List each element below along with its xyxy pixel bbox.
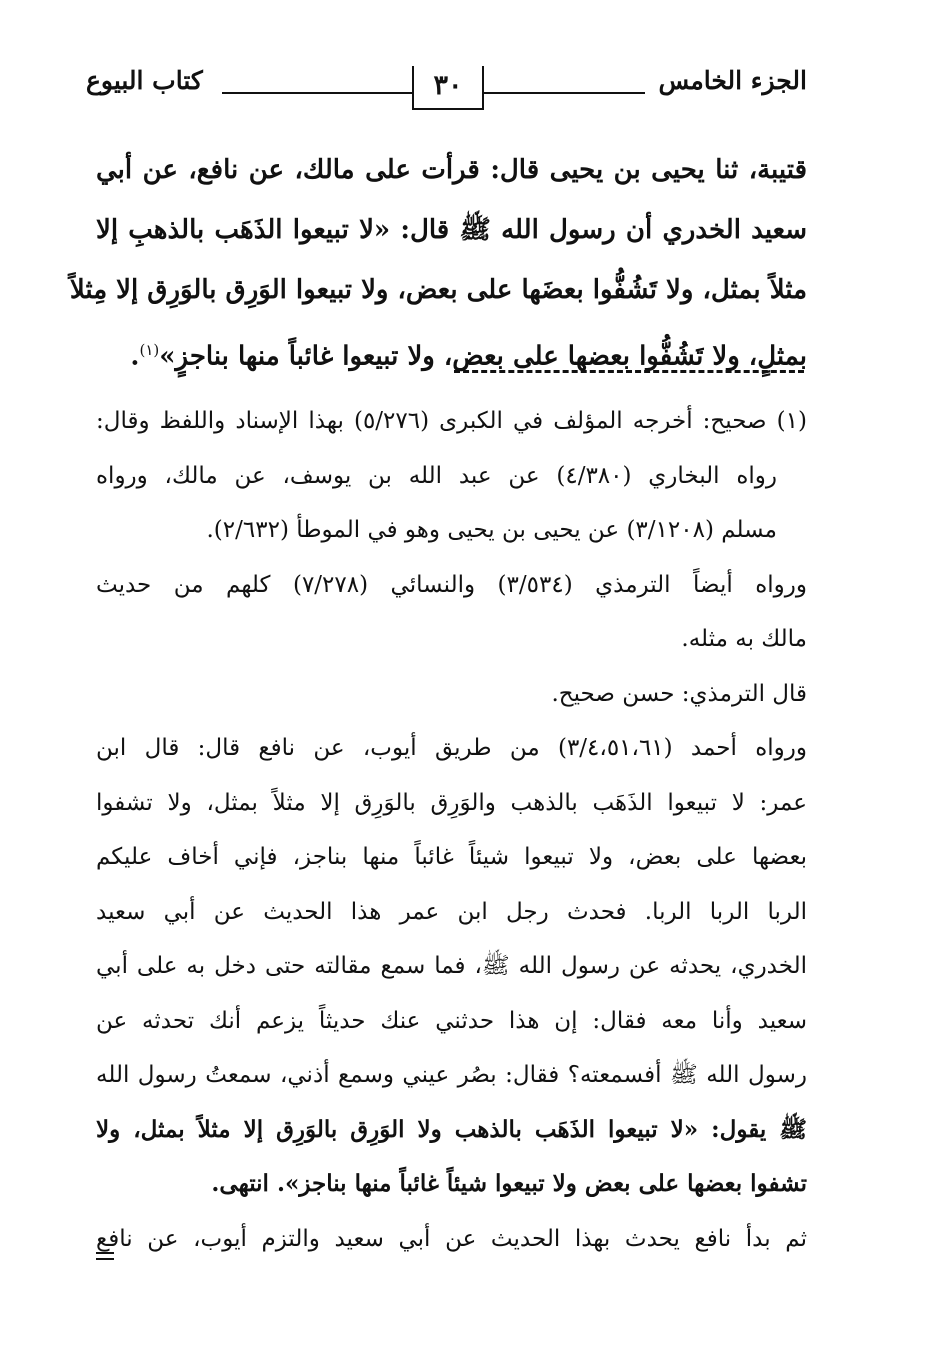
header-rule-right [484,92,645,94]
footnote-line: سعيد وأنا معه فقال: إن هذا حدثني عنك حديثاً يزعم أنك تحدثه عن [96,1007,807,1034]
footnote-line: ثم بدأ نافع يحدث بهذا الحديث عن أبي سعيد والتزم أيوب، عن نافع [96,1225,807,1252]
footnote-line: رسول الله ﷺ أفسمعته؟ فقال: بصُر عيني وسمع أذني، سمعتُ رسول الله [96,1062,807,1088]
footnote-line: عمر: لا تبيعوا الذَهَب بالذهب والوَرِق بالوَرِق إلا مثلاً بمثل، ولا تشفوا [96,789,807,816]
book-title: كتاب البيوع [86,66,203,95]
footnote [96,394,807,1266]
main-line: سعيد الخدري أن رسول الله ﷺ قال: «لا تبيعوا الذَهَب بالذهبِ إلا [96,215,807,245]
footnote-line: (١) صحيح: أخرجه المؤلف في الكبرى (٥/٢٧٦) بهذا الإسناد واللفظ وقال: [96,408,807,434]
volume-title: الجزء الخامس [658,66,807,95]
footnote-line: ﷺ يقول: «لا تبيعوا الذَهَب بالذهب ولا الوَرِق بالوَرِق إلا مثلاً بمثل، ولا [96,1115,807,1143]
footnote-separator [454,370,804,373]
footnote-line: الربا الربا الربا. فحدث رجل ابن عمر هذا الحديث عن أبي سعيد [96,898,807,925]
footnote-line: مسلم (٣/١٢٠٨) عن يحيى بن يحيى وهو في الموطأ (٢/٦٣٢). [206,517,777,543]
footnote-line: قال الترمذي: حسن صحيح. [551,680,807,707]
main-line: مثلاً بمثل، ولا تَشُفُّوا بعضَها على بعض، ولا تبيعوا الوَرِق بالوَرِق إلا مِثلاً [69,275,807,305]
footnote-line: الخدري، يحدثه عن رسول الله ﷺ، فما سمع مقالته حتى دخل به على أبي [96,953,807,979]
footnote-line: تشفوا بعضها على بعض ولا تبيعوا شيئاً غائباً منها بناجز». انتهى. [211,1170,807,1197]
footnote-line: مالك به مثله. [681,626,807,652]
continuation-mark [96,1252,114,1264]
footnote-line: رواه البخاري (٤/٣٨٠) عن عبد الله بن يوسف، عن مالك، ورواه [96,462,777,489]
header-rule-left [222,92,412,94]
main-text [69,140,807,380]
footnote-line: ورواه أيضاً الترمذي (٣/٥٣٤) والنسائي (٧/٢٧٨) كلهم من حديث [96,571,807,598]
end-punctuation: . [130,341,140,372]
main-line: قتيبة، ثنا يحيى بن يحيى قال: قرأت على مالك، عن نافع، عن أبي [96,155,807,185]
footnote-reference: (١) [139,341,160,359]
main-line: بمثلٍ، ولا تَشُفُّوا بعضها على بعض، ولا تبيعوا غائباً منها بناجزٍ» [159,341,807,372]
page-number: ٣٠ [412,66,484,110]
footnote-line: ورواه أحمد (٣/٤،٥١،٦١) من طريق أيوب، عن نافع قال: قال ابن [96,735,807,761]
footnote-line: بعضها على بعض، ولا تبيعوا شيئاً غائباً منها بناجز، فإني أخاف عليكم [96,844,807,870]
